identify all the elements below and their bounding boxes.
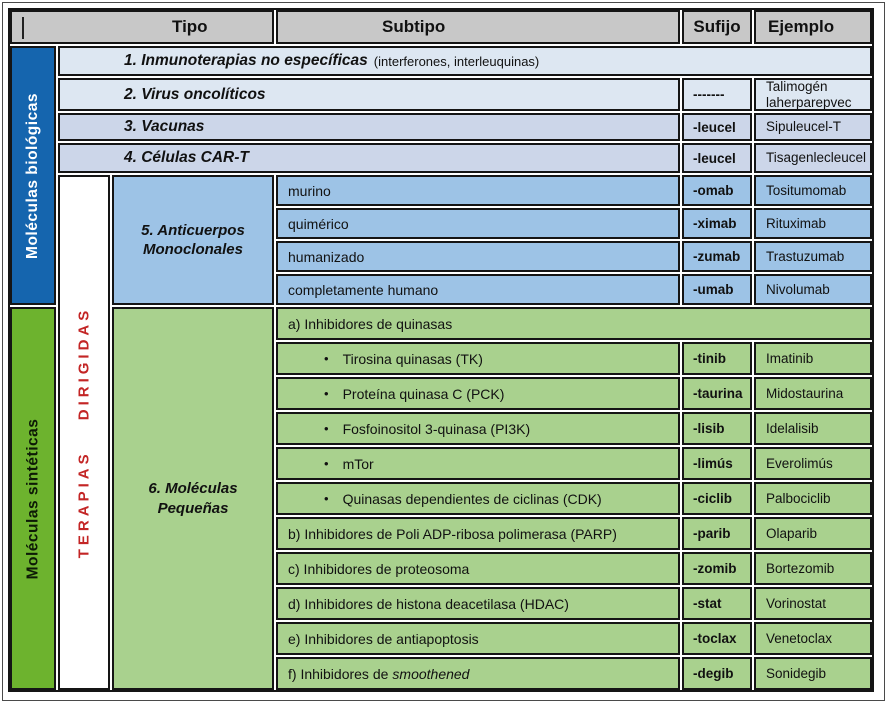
row3-label: 3. Vacunas [124,118,205,135]
green10-sufijo: -degib [693,666,734,681]
row-tirosina-quinasas-ejemplo [754,342,872,375]
row-smoothened-ejemplo [754,657,872,690]
row-mtor-ejemplo [754,447,872,480]
green3-subtipo: Fosfoinositol 3-quinasa (PI3K) [342,420,531,437]
header-subtipo-label: Subtipo [382,17,446,36]
bullet-icon: • [324,421,329,436]
mono-row-quimerico [276,208,680,239]
mono-row-murino [276,175,680,206]
green0-subtipo: a) Inhibidores de quinasas [288,315,453,332]
green6-subtipo: b) Inhibidores de Poli ADP-ribosa polimerasa (PARP) [288,525,617,542]
tipo5-line2: Monoclonales [142,241,243,258]
header-cell-sufijo [682,10,752,44]
green9-subtipo: e) Inhibidores de antiapoptosis [288,630,479,647]
green4-subtipo: mTor [342,455,374,472]
mono-row-murino-ejemplo [754,175,872,206]
green1-subtipo: Tirosina quinasas (TK) [342,350,483,367]
mono2-subtipo: humanizado [288,248,365,265]
row-quinasas-cdk [276,482,680,515]
mono0-subtipo: murino [288,182,331,199]
header-ejemplo-label: Ejemplo [768,17,835,36]
green4-sufijo: -limús [693,456,733,471]
row-quinasas-cdk-ejemplo [754,482,872,515]
tipo5-line1: 5. Anticuerpos [141,221,245,239]
row-fosfoinositol [276,412,680,445]
tipo-anticuerpos-monoclonales [112,175,274,305]
sidebar-terapias-dirigidas [58,175,110,690]
row-antiapoptosis [276,622,680,655]
row3-sufijo [682,113,752,141]
row4-sufijo [682,143,752,173]
green5-sufijo: -ciclib [693,491,733,506]
green8-sufijo: -stat [693,596,722,611]
row3-ejemplo [754,113,872,141]
row-proteosoma-ejemplo [754,552,872,585]
row1-note: (interferones, interleuquinas) [373,53,540,69]
row-celulas-cart [58,143,680,173]
row2-sufijo-value: ------- [693,87,725,102]
row-antiapoptosis-ejemplo [754,622,872,655]
green1-sufijo: -tinib [693,351,726,366]
green10-subtipo-italic: smoothened [392,665,470,682]
green3-sufijo: -lisib [693,421,725,436]
row-parp [276,517,680,550]
row-proteina-quinasa-c-ejemplo [754,377,872,410]
row-vacunas [58,113,680,141]
row4-sufijo-value: -leucel [693,150,736,166]
green5-ejemplo: Palbociclib [766,490,831,506]
row-hdac-ejemplo [754,587,872,620]
row-tirosina-quinasas [276,342,680,375]
mono1-subtipo: quimérico [288,215,349,232]
bullet-icon: • [324,386,329,401]
bullet-icon: • [324,456,329,471]
bullet-icon: • [324,491,329,506]
mono3-subtipo: completamente humano [288,281,439,298]
row-quinasas-cdk-sufijo [682,482,752,515]
green2-ejemplo: Midostaurina [766,385,844,401]
mono-row-humanizado-ejemplo [754,241,872,272]
header-cell-tipo [10,10,274,44]
row-mtor-sufijo [682,447,752,480]
header-cell-ejemplo [754,10,872,44]
row1-label: 1. Inmunoterapias no específicas [124,52,368,69]
green4-ejemplo: Everolimús [766,455,833,471]
therapy-table [8,8,874,692]
green8-subtipo: d) Inhibidores de histona deacetilasa (HDAC) [288,595,569,612]
green6-sufijo: -parib [693,526,731,541]
row2-sufijo [682,78,752,111]
row-fosfoinositol-sufijo [682,412,752,445]
row-smoothened-sufijo [682,657,752,690]
sidebar-moleculas-sinteticas [10,307,56,690]
cursor-mark [22,17,24,39]
header-tipo-label: Tipo [172,17,208,36]
tipo6-line1: 6. Moléculas [148,480,238,497]
row2-ejemplo-value: Talimogén laherparepvec [766,78,852,110]
row3-ejemplo-value: Sipuleucel-T [766,119,842,135]
sidebar-sinteticas-label: Moléculas sintéticas [24,418,42,579]
sidebar-moleculas-biologicas [10,46,56,305]
header-cell-subtipo [276,10,680,44]
green7-sufijo: -zomib [693,561,737,576]
row-proteina-quinasa-c [276,377,680,410]
mono3-ejemplo: Nivolumab [766,281,830,297]
row-hdac [276,587,680,620]
green7-subtipo: c) Inhibidores de proteosoma [288,560,470,577]
row2-label: 2. Virus oncolíticos [124,85,266,103]
mono-row-quimerico-ejemplo [754,208,872,239]
row-parp-sufijo [682,517,752,550]
green8-ejemplo: Vorinostat [766,595,827,611]
row-antiapoptosis-sufijo [682,622,752,655]
green2-subtipo: Proteína quinasa C (PCK) [342,385,505,402]
row4-ejemplo [754,143,872,173]
green3-ejemplo: Idelalisib [766,420,819,436]
row-inhibidores-quinasas [276,307,872,340]
row-inmunoterapias [58,46,872,76]
mono1-sufijo: -ximab [693,216,737,231]
row-hdac-sufijo [682,587,752,620]
green9-ejemplo: Venetoclax [766,630,833,646]
mono3-sufijo: -umab [693,282,734,297]
mono2-sufijo: -zumab [693,249,741,264]
header-sufijo-label: Sufijo [693,17,741,36]
row-mtor [276,447,680,480]
row3-sufijo-value: -leucel [693,119,736,135]
row-proteosoma-sufijo [682,552,752,585]
terapias-dirigidas-label: TERAPIAS DIRIGIDAS [75,306,93,559]
mono-row-completamente-humano [276,274,680,305]
bullet-icon: • [324,351,329,366]
row-virus-oncoliticos [58,78,680,111]
green2-sufijo: -taurina [693,386,743,401]
green10-subtipo-prefix: f) Inhibidores de [288,665,389,682]
row-proteosoma [276,552,680,585]
row4-label: 4. Células CAR-T [124,149,249,166]
mono-row-humanizado-sufijo [682,241,752,272]
green9-sufijo: -toclax [693,631,737,646]
tipo-moleculas-pequenas [112,307,274,690]
sidebar-biologicas-label: Moléculas biológicas [24,92,41,259]
row-proteina-quinasa-c-sufijo [682,377,752,410]
mono-row-murino-sufijo [682,175,752,206]
mono-row-completamente-humano-sufijo [682,274,752,305]
row-smoothened [276,657,680,690]
green7-ejemplo: Bortezomib [766,560,835,576]
tipo6-line2: Pequeñas [157,499,229,517]
row-fosfoinositol-ejemplo [754,412,872,445]
green10-ejemplo: Sonidegib [766,665,827,681]
mono1-ejemplo: Rituximab [766,215,827,231]
mono0-ejemplo: Tositumomab [766,182,847,198]
green6-ejemplo: Olaparib [766,525,818,541]
row-tirosina-quinasas-sufijo [682,342,752,375]
green5-subtipo: Quinasas dependientes de ciclinas (CDK) [342,490,602,507]
mono-row-completamente-humano-ejemplo [754,274,872,305]
row2-ejemplo [754,78,872,111]
mono-row-humanizado [276,241,680,272]
mono0-sufijo: -omab [693,183,734,198]
mono2-ejemplo: Trastuzumab [766,248,845,264]
mono-row-quimerico-sufijo [682,208,752,239]
row4-ejemplo-value: Tisagenlecleucel [766,150,867,166]
green1-ejemplo: Imatinib [766,350,814,366]
row-parp-ejemplo [754,517,872,550]
